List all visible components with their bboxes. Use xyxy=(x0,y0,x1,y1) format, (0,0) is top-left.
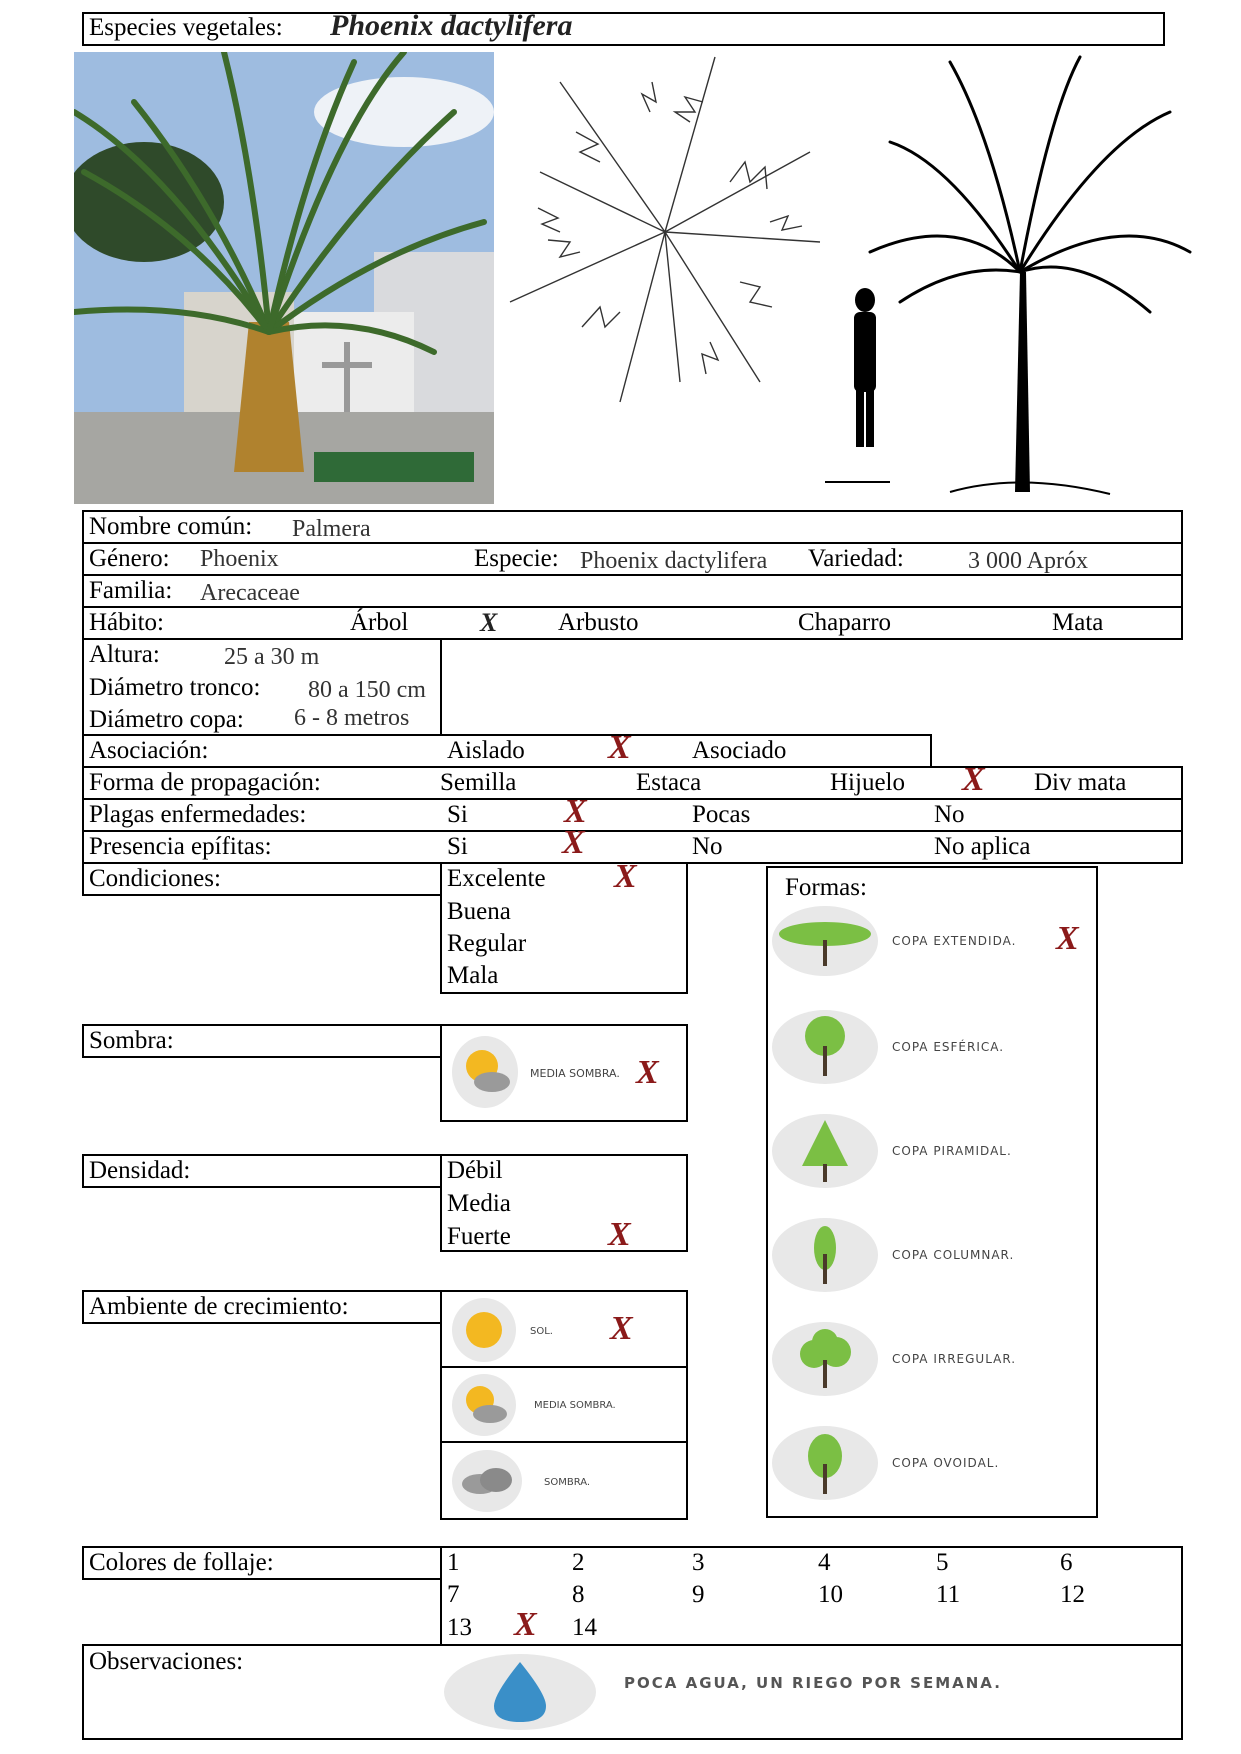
epifitas-option-si: Si xyxy=(447,833,468,860)
spherical-crown-icon xyxy=(772,1010,878,1084)
ambiente-label: Ambiente de crecimiento: xyxy=(89,1293,349,1320)
color-number: 2 xyxy=(572,1549,585,1576)
epifitas-option-no: No xyxy=(692,833,723,860)
diametro-tronco-value: 80 a 150 cm xyxy=(308,677,426,703)
spreading-crown-icon xyxy=(772,906,878,976)
forma-option-extendida: COPA EXTENDIDA. xyxy=(892,934,1017,948)
ambiente-option-sol: SOL. xyxy=(530,1326,553,1337)
condiciones-option-buena: Buena xyxy=(447,898,511,925)
forma-option-irregular: COPA IRREGULAR. xyxy=(892,1352,1017,1366)
nombre-label: Nombre común: xyxy=(89,513,253,540)
asociacion-mark: X xyxy=(608,729,631,766)
sombra-label: Sombra: xyxy=(89,1027,174,1054)
half-shade-icon xyxy=(452,1374,516,1436)
propagacion-option-hijuelo: Hijuelo xyxy=(830,769,905,796)
palm-silhouette-drawing xyxy=(820,52,1200,502)
asociacion-label: Asociación: xyxy=(89,737,209,764)
forma-option-piramidal: COPA PIRAMIDAL. xyxy=(892,1144,1012,1158)
densidad-mark: X xyxy=(608,1216,631,1253)
color-number: 10 xyxy=(818,1581,843,1608)
sombra-mark: X xyxy=(636,1054,659,1091)
plagas-label: Plagas enfermedades: xyxy=(89,801,307,828)
color-number: 7 xyxy=(447,1581,460,1608)
densidad-option-fuerte: Fuerte xyxy=(447,1223,511,1250)
epifitas-mark: X xyxy=(562,824,585,861)
formas-label: Formas: xyxy=(785,874,867,901)
condiciones-option-excelente: Excelente xyxy=(447,865,546,892)
altura-value: 25 a 30 m xyxy=(224,644,320,670)
familia-label: Familia: xyxy=(89,577,173,604)
genero-value: Phoenix xyxy=(200,546,279,572)
habito-mark: X xyxy=(480,608,498,637)
ovoid-crown-icon xyxy=(772,1426,878,1500)
ambiente-option-sombra: SOMBRA. xyxy=(544,1477,591,1488)
colores-mark: X xyxy=(514,1606,537,1643)
familia-value: Arecaceae xyxy=(200,580,300,606)
propagacion-mark: X xyxy=(962,761,985,798)
ambiente-divider-2 xyxy=(440,1441,688,1443)
variedad-label: Variedad: xyxy=(808,545,904,572)
condiciones-option-regular: Regular xyxy=(447,930,527,957)
color-number: 3 xyxy=(692,1549,705,1576)
plagas-option-pocas: Pocas xyxy=(692,801,751,828)
header-label: Especies vegetales: xyxy=(89,14,283,41)
propagacion-label: Forma de propagación: xyxy=(89,769,321,796)
diametro-tronco-label: Diámetro tronco: xyxy=(89,674,261,701)
color-number: 14 xyxy=(572,1614,597,1641)
ambiente-divider-1 xyxy=(440,1366,688,1368)
propagacion-option-div-mata: Div mata xyxy=(1034,769,1127,796)
variedad-value: 3 000 Apróx xyxy=(968,548,1088,574)
color-number: 11 xyxy=(936,1581,961,1608)
densidad-option-debil: Débil xyxy=(447,1157,503,1184)
color-number: 12 xyxy=(1060,1581,1085,1608)
plagas-mark: X xyxy=(564,793,587,830)
asociacion-option-aislado: Aislado xyxy=(447,737,525,764)
color-number: 1 xyxy=(447,1549,460,1576)
palm-plan-drawing xyxy=(500,52,830,412)
observaciones-text: POCA AGUA, UN RIEGO POR SEMANA. xyxy=(624,1674,1002,1692)
forma-option-esferica: COPA ESFÉRICA. xyxy=(892,1040,1005,1054)
color-number: 4 xyxy=(818,1549,831,1576)
plagas-option-no: No xyxy=(934,801,965,828)
cloud-icon xyxy=(452,1450,522,1512)
habito-option-mata: Mata xyxy=(1052,609,1104,636)
condiciones-mark: X xyxy=(614,858,637,895)
diametro-copa-value: 6 - 8 metros xyxy=(294,705,410,731)
densidad-label: Densidad: xyxy=(89,1157,191,1184)
altura-label: Altura: xyxy=(89,641,160,668)
half-shade-icon xyxy=(452,1036,518,1108)
color-number: 9 xyxy=(692,1581,705,1608)
especie-value: Phoenix dactylifera xyxy=(580,548,768,574)
formas-mark: X xyxy=(1056,920,1079,957)
propagacion-option-estaca: Estaca xyxy=(636,769,702,796)
color-number: 13 xyxy=(447,1614,472,1641)
condiciones-label: Condiciones: xyxy=(89,865,221,892)
especie-label: Especie: xyxy=(474,545,559,572)
ambiente-option-media-sombra: MEDIA SOMBRA. xyxy=(534,1400,616,1411)
epifitas-option-no-aplica: No aplica xyxy=(934,833,1031,860)
colores-label: Colores de follaje: xyxy=(89,1549,274,1576)
habito-label: Hábito: xyxy=(89,609,164,636)
forma-option-ovoidal: COPA OVOIDAL. xyxy=(892,1456,1000,1470)
columnar-crown-icon xyxy=(772,1218,878,1292)
pyramidal-crown-icon xyxy=(772,1114,878,1188)
propagacion-option-semilla: Semilla xyxy=(440,769,517,796)
genero-label: Género: xyxy=(89,545,170,572)
sombra-option-media-sombra: MEDIA SOMBRA. xyxy=(530,1067,620,1080)
observaciones-label: Observaciones: xyxy=(89,1648,244,1675)
habito-option-arbusto: Arbusto xyxy=(558,609,639,636)
forma-option-columnar: COPA COLUMNAR. xyxy=(892,1248,1015,1262)
habito-option-arbol: Árbol xyxy=(350,609,409,636)
plagas-option-si: Si xyxy=(447,801,468,828)
species-title: Phoenix dactylifera xyxy=(330,9,573,42)
water-drop-icon xyxy=(444,1654,596,1730)
condiciones-option-mala: Mala xyxy=(447,962,499,989)
asociacion-option-asociado: Asociado xyxy=(692,737,787,764)
nombre-value: Palmera xyxy=(292,516,371,542)
habito-option-chaparro: Chaparro xyxy=(798,609,892,636)
diametro-copa-label: Diámetro copa: xyxy=(89,706,244,733)
color-number: 8 xyxy=(572,1581,585,1608)
irregular-crown-icon xyxy=(772,1322,878,1396)
densidad-option-media: Media xyxy=(447,1190,511,1217)
color-number: 5 xyxy=(936,1549,949,1576)
sun-icon xyxy=(452,1298,516,1362)
ambiente-mark: X xyxy=(610,1310,633,1347)
color-number: 6 xyxy=(1060,1549,1073,1576)
observaciones-box xyxy=(82,1644,1183,1740)
epifitas-label: Presencia epífitas: xyxy=(89,833,272,860)
palm-photo xyxy=(74,52,494,504)
